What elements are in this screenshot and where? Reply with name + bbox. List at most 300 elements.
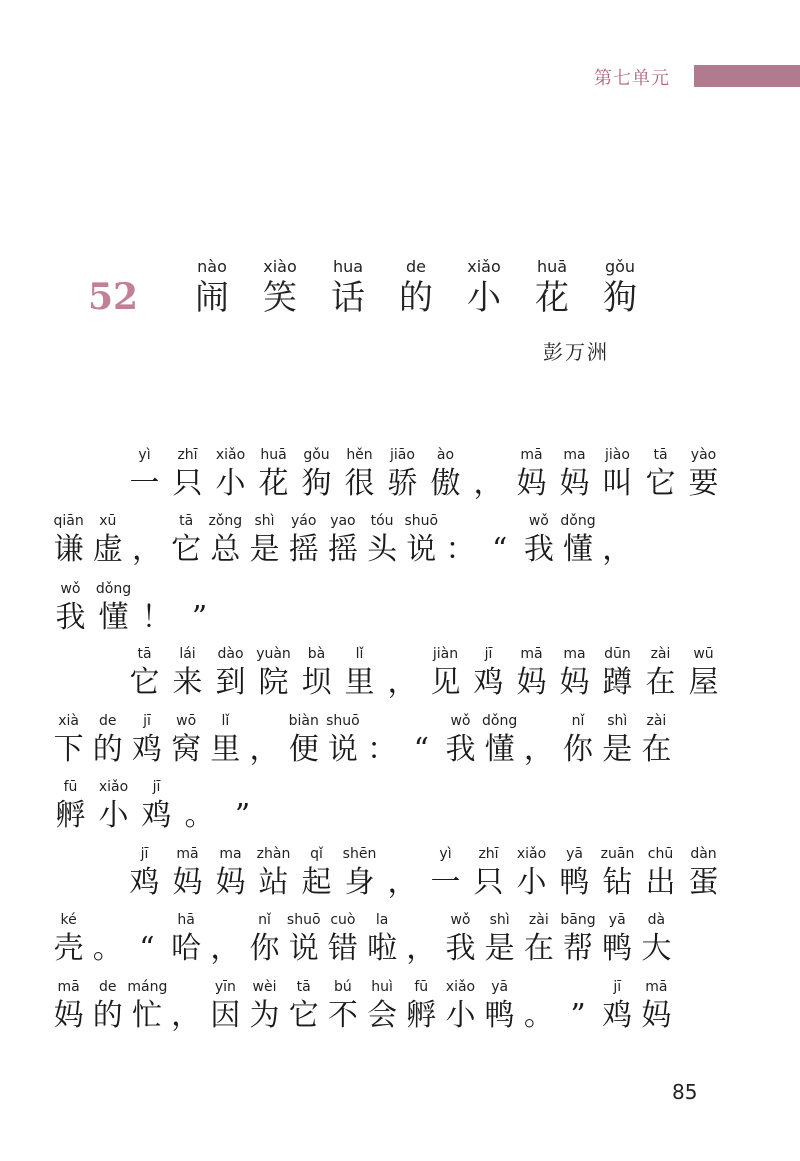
hanzi: 它 <box>645 466 676 501</box>
pinyin: tā <box>179 513 194 529</box>
ruby-character <box>519 512 558 570</box>
pinyin <box>402 911 441 929</box>
hanzi: 哈 <box>171 931 202 966</box>
ruby-character <box>510 645 553 703</box>
pinyin: qiān <box>53 513 84 529</box>
ruby-character <box>598 978 637 1036</box>
hanzi: 小 <box>215 466 246 501</box>
pinyin: xiào <box>263 257 297 276</box>
pinyin: wū <box>693 646 714 662</box>
hanzi: 鸭 <box>484 998 515 1033</box>
page-number: 85 <box>672 1080 698 1104</box>
hanzi: 话 <box>331 278 365 318</box>
hanzi: 孵 <box>55 798 86 833</box>
ruby-character <box>92 580 135 638</box>
hanzi: 妈 <box>641 998 672 1033</box>
ruby-character <box>467 446 510 504</box>
ruby-character <box>596 645 639 703</box>
hanzi: 要 <box>688 466 719 501</box>
pinyin: shì <box>607 713 628 729</box>
ruby-character <box>424 645 467 703</box>
pinyin: dà <box>647 912 666 928</box>
ruby-character <box>363 911 402 969</box>
hanzi: 妈 <box>516 466 547 501</box>
hanzi: 蛋 <box>688 865 719 900</box>
ruby-character <box>639 645 682 703</box>
pinyin: shuō <box>326 713 360 729</box>
ruby-character <box>206 911 245 969</box>
pinyin: lǐ <box>221 713 230 729</box>
ruby-character <box>88 712 127 770</box>
pinyin: lǐ <box>355 646 364 662</box>
pinyin: chū <box>647 846 674 862</box>
ruby-character <box>284 712 323 770</box>
pinyin: xiǎo <box>467 257 501 276</box>
ruby-character <box>558 978 597 1036</box>
pinyin: yì <box>138 447 151 463</box>
ruby-character <box>338 446 381 504</box>
hanzi: “ <box>491 532 508 567</box>
pinyin: mā <box>520 646 543 662</box>
pinyin: huā <box>260 447 287 463</box>
hanzi: 头 <box>367 532 398 567</box>
pinyin: wèi <box>252 979 277 995</box>
ruby-character <box>441 712 480 770</box>
ruby-character <box>167 911 206 969</box>
hanzi: 忙 <box>131 998 162 1033</box>
ruby-character <box>682 645 725 703</box>
pinyin: hěn <box>346 447 373 463</box>
hanzi: 小 <box>516 865 547 900</box>
ruby-character <box>381 845 424 903</box>
hanzi: 是 <box>249 532 280 567</box>
pinyin <box>467 446 510 464</box>
ruby-character <box>480 911 519 969</box>
hanzi: 懂 <box>563 532 594 567</box>
ruby-character <box>682 446 725 504</box>
hanzi: ， <box>210 931 241 966</box>
hanzi: 鸡 <box>602 998 633 1033</box>
hanzi: 屋 <box>688 665 719 700</box>
ruby-character <box>586 256 654 318</box>
hanzi: 到 <box>215 665 246 700</box>
unit-label: 第七单元 <box>594 68 670 89</box>
ruby-character <box>88 512 127 570</box>
pinyin: yīn <box>214 979 236 995</box>
hanzi: ， <box>387 665 418 700</box>
pinyin: yā <box>566 846 583 862</box>
author-name: 彭万洲 <box>543 340 609 364</box>
hanzi: 在 <box>645 665 676 700</box>
pinyin: dǒng <box>95 581 132 597</box>
pinyin: xiǎo <box>98 779 129 795</box>
hanzi: 啦 <box>367 931 398 966</box>
pinyin: zuān <box>600 846 635 862</box>
hanzi: 为 <box>249 998 280 1033</box>
pinyin <box>167 978 206 996</box>
pinyin: nào <box>197 257 227 276</box>
pinyin: tā <box>137 646 152 662</box>
pinyin: yào <box>690 447 717 463</box>
hanzi: 。 <box>92 931 123 966</box>
ruby-character <box>510 845 553 903</box>
pinyin: dào <box>217 646 244 662</box>
hanzi: 窝 <box>171 732 202 767</box>
ruby-character <box>637 978 676 1036</box>
pinyin: máng <box>127 979 168 995</box>
pinyin: mā <box>645 979 668 995</box>
hanzi: 下 <box>53 732 84 767</box>
ruby-character <box>598 911 637 969</box>
pinyin: ma <box>219 846 242 862</box>
hanzi: ！ <box>141 600 172 635</box>
ruby-character <box>245 512 284 570</box>
ruby-character <box>284 512 323 570</box>
ruby-character <box>245 712 284 770</box>
ruby-character <box>167 978 206 1036</box>
ruby-character <box>167 512 206 570</box>
ruby-character <box>323 978 362 1036</box>
hanzi: 你 <box>249 931 280 966</box>
hanzi: 一 <box>129 466 160 501</box>
hanzi: 的 <box>92 732 123 767</box>
pinyin: zhī <box>478 846 499 862</box>
hanzi: 妈 <box>559 665 590 700</box>
ruby-character <box>637 911 676 969</box>
ruby-character <box>178 580 221 638</box>
ruby-character <box>135 778 178 836</box>
pinyin: jiào <box>605 447 630 463</box>
hanzi: 出 <box>645 865 676 900</box>
pinyin <box>519 978 558 996</box>
hanzi: 妈 <box>172 865 203 900</box>
hanzi: 站 <box>258 865 289 900</box>
pinyin: de <box>406 257 426 276</box>
hanzi: 起 <box>301 865 332 900</box>
ruby-character <box>402 512 441 570</box>
hanzi: ， <box>473 466 504 501</box>
pinyin: huā <box>536 257 568 276</box>
ruby-character <box>467 645 510 703</box>
ruby-character <box>519 978 558 1036</box>
hanzi: 鸭 <box>602 931 633 966</box>
hanzi: 我 <box>445 931 476 966</box>
hanzi: 妈 <box>516 665 547 700</box>
ruby-character <box>127 512 166 570</box>
text-line <box>49 712 676 770</box>
pinyin: dǒng <box>560 513 596 529</box>
ruby-character <box>598 712 637 770</box>
ruby-character <box>639 845 682 903</box>
ruby-character <box>252 845 295 903</box>
ruby-character <box>558 712 597 770</box>
ruby-character <box>596 845 639 903</box>
ruby-character <box>123 645 166 703</box>
hanzi: 蹲 <box>602 665 633 700</box>
pinyin: shì <box>489 912 510 928</box>
ruby-character <box>252 446 295 504</box>
hanzi: “ <box>413 732 429 767</box>
hanzi: 大 <box>641 931 672 966</box>
ruby-character <box>284 978 323 1036</box>
hanzi: 不 <box>327 998 358 1033</box>
hanzi: 它 <box>171 532 202 567</box>
pinyin <box>178 580 221 598</box>
hanzi: 懂 <box>98 600 129 635</box>
pinyin: wǒ <box>528 513 549 529</box>
pinyin: zhī <box>177 447 198 463</box>
ruby-character <box>88 911 127 969</box>
ruby-character <box>558 911 597 969</box>
text-line <box>123 845 725 903</box>
ruby-character <box>553 645 596 703</box>
pinyin: yáo <box>291 513 317 529</box>
hanzi: ” <box>191 600 208 635</box>
hanzi: 只 <box>473 865 504 900</box>
ruby-character <box>382 256 450 318</box>
hanzi: 我 <box>55 600 86 635</box>
pinyin: jiàn <box>432 646 459 662</box>
hanzi: ， <box>131 532 162 567</box>
ruby-character <box>295 645 338 703</box>
ruby-character <box>135 580 178 638</box>
pinyin: hā <box>177 912 195 928</box>
hanzi: 院 <box>258 665 289 700</box>
hanzi: 你 <box>563 732 594 767</box>
ruby-character <box>166 845 209 903</box>
pinyin: cuò <box>330 912 356 928</box>
pinyin: ma <box>563 447 586 463</box>
pinyin: xū <box>99 513 117 529</box>
pinyin <box>402 712 441 730</box>
pinyin: gǒu <box>604 257 636 276</box>
pinyin <box>206 911 245 929</box>
ruby-character <box>480 512 519 570</box>
hanzi: 便 <box>288 732 319 767</box>
hanzi: 在 <box>523 931 554 966</box>
hanzi: 在 <box>641 732 672 767</box>
pinyin: de <box>99 713 117 729</box>
hanzi: 摇 <box>288 532 319 567</box>
ruby-character <box>314 256 382 318</box>
ruby-character <box>553 446 596 504</box>
pinyin: wō <box>176 713 197 729</box>
pinyin: mā <box>520 447 543 463</box>
hanzi: 来 <box>172 665 203 700</box>
hanzi: 总 <box>210 532 241 567</box>
ruby-character <box>381 645 424 703</box>
ruby-character <box>206 978 245 1036</box>
hanzi: 会 <box>367 998 398 1033</box>
pinyin: jī <box>140 846 149 862</box>
ruby-character <box>338 845 381 903</box>
pinyin: yao <box>330 513 356 529</box>
ruby-character <box>206 512 245 570</box>
pinyin: yā <box>491 979 509 995</box>
ruby-character <box>519 712 558 770</box>
hanzi: 鸭 <box>559 865 590 900</box>
pinyin: dūn <box>604 646 631 662</box>
pinyin: ké <box>60 912 77 928</box>
text-line <box>49 778 264 836</box>
pinyin: gǒu <box>303 447 330 463</box>
hanzi: 的 <box>399 278 433 318</box>
hanzi: ， <box>406 931 437 966</box>
hanzi: 叫 <box>602 466 633 501</box>
pinyin: shuō <box>286 912 321 928</box>
ruby-character <box>363 712 402 770</box>
hanzi: 我 <box>445 732 476 767</box>
ruby-character <box>167 712 206 770</box>
hanzi: 说 <box>327 732 358 767</box>
ruby-character <box>441 911 480 969</box>
pinyin: zài <box>528 912 549 928</box>
hanzi: ， <box>249 732 280 767</box>
hanzi: 妈 <box>53 998 84 1033</box>
hanzi: 狗 <box>603 278 637 318</box>
ruby-character <box>295 446 338 504</box>
pinyin: biàn <box>288 713 319 729</box>
pinyin: mā <box>57 979 80 995</box>
pinyin: bāng <box>560 912 596 928</box>
ruby-character <box>338 645 381 703</box>
hanzi: 花 <box>258 466 289 501</box>
ruby-character <box>123 446 166 504</box>
text-line <box>123 645 725 703</box>
pinyin: wǒ <box>450 713 471 729</box>
hanzi: ， <box>523 732 554 767</box>
pinyin: xià <box>58 713 79 729</box>
ruby-character <box>49 911 88 969</box>
ruby-character <box>480 712 519 770</box>
hanzi: 说 <box>288 931 319 966</box>
pinyin <box>480 512 519 530</box>
pinyin: dǒng <box>482 713 518 729</box>
pinyin <box>363 712 402 730</box>
hanzi: 错 <box>327 931 358 966</box>
ruby-character <box>245 978 284 1036</box>
ruby-character <box>127 712 166 770</box>
hanzi: 我 <box>523 532 554 567</box>
lesson-number: 52 <box>88 276 139 318</box>
ruby-character <box>363 978 402 1036</box>
pinyin: xiǎo <box>215 447 246 463</box>
pinyin <box>127 512 166 530</box>
ruby-character <box>598 512 637 570</box>
text-line <box>49 580 221 638</box>
hanzi: ， <box>171 998 202 1033</box>
hanzi: 骄 <box>387 466 418 501</box>
ruby-character <box>450 256 518 318</box>
ruby-character <box>424 446 467 504</box>
pinyin: tā <box>653 447 668 463</box>
hanzi: 狗 <box>301 466 332 501</box>
pinyin <box>178 778 221 796</box>
pinyin: ào <box>436 447 455 463</box>
ruby-character <box>209 845 252 903</box>
hanzi: 。 <box>523 998 554 1033</box>
pinyin: zài <box>650 646 671 662</box>
hanzi: 很 <box>344 466 375 501</box>
pinyin: jiāo <box>390 447 415 463</box>
ruby-character <box>49 580 92 638</box>
hanzi: 花 <box>535 278 569 318</box>
pinyin: wǒ <box>60 581 81 597</box>
ruby-character <box>92 778 135 836</box>
ruby-character <box>178 778 221 836</box>
hanzi: 摇 <box>327 532 358 567</box>
hanzi: ： <box>445 532 476 567</box>
pinyin: yuàn <box>256 646 291 662</box>
hanzi: 是 <box>484 931 515 966</box>
hanzi: 谦 <box>53 532 84 567</box>
pinyin: hua <box>332 257 364 276</box>
pinyin: dàn <box>690 846 717 862</box>
hanzi: 说 <box>406 532 437 567</box>
pinyin <box>221 778 264 796</box>
pinyin: fū <box>414 979 429 995</box>
ruby-character <box>49 778 92 836</box>
hanzi: 里 <box>344 665 375 700</box>
ruby-character <box>402 712 441 770</box>
pinyin: nǐ <box>571 713 585 729</box>
ruby-character <box>441 512 480 570</box>
hanzi: 小 <box>467 278 501 318</box>
hanzi: 里 <box>210 732 241 767</box>
hanzi: ， <box>602 532 633 567</box>
pinyin <box>381 645 424 663</box>
pinyin: lái <box>179 646 196 662</box>
unit-header <box>586 62 800 88</box>
ruby-character <box>558 512 597 570</box>
text-line <box>49 512 637 570</box>
ruby-character <box>596 446 639 504</box>
pinyin: jī <box>152 779 161 795</box>
text-line <box>123 446 725 504</box>
pinyin: jī <box>143 713 151 729</box>
ruby-character <box>639 446 682 504</box>
pinyin <box>519 712 558 730</box>
ruby-character <box>166 446 209 504</box>
ruby-character <box>553 845 596 903</box>
ruby-character <box>637 712 676 770</box>
pinyin: tóu <box>370 513 394 529</box>
pinyin: mā <box>176 846 199 862</box>
ruby-character <box>88 978 127 1036</box>
ruby-character <box>209 645 252 703</box>
unit-color-bar <box>694 65 800 87</box>
hanzi: 小 <box>445 998 476 1033</box>
hanzi: 的 <box>92 998 123 1033</box>
ruby-character <box>424 845 467 903</box>
pinyin: la <box>375 912 389 928</box>
hanzi: 壳 <box>53 931 84 966</box>
pinyin <box>135 580 178 598</box>
pinyin: bà <box>307 646 326 662</box>
ruby-character <box>49 978 88 1036</box>
ruby-character <box>363 512 402 570</box>
pinyin: huì <box>371 979 393 995</box>
pinyin: zài <box>646 713 667 729</box>
pinyin <box>88 911 127 929</box>
ruby-character <box>49 512 88 570</box>
pinyin: yā <box>608 912 626 928</box>
ruby-character <box>441 978 480 1036</box>
ruby-character <box>127 978 166 1036</box>
ruby-character <box>402 978 441 1036</box>
hanzi: 坝 <box>301 665 332 700</box>
pinyin: shì <box>254 513 275 529</box>
